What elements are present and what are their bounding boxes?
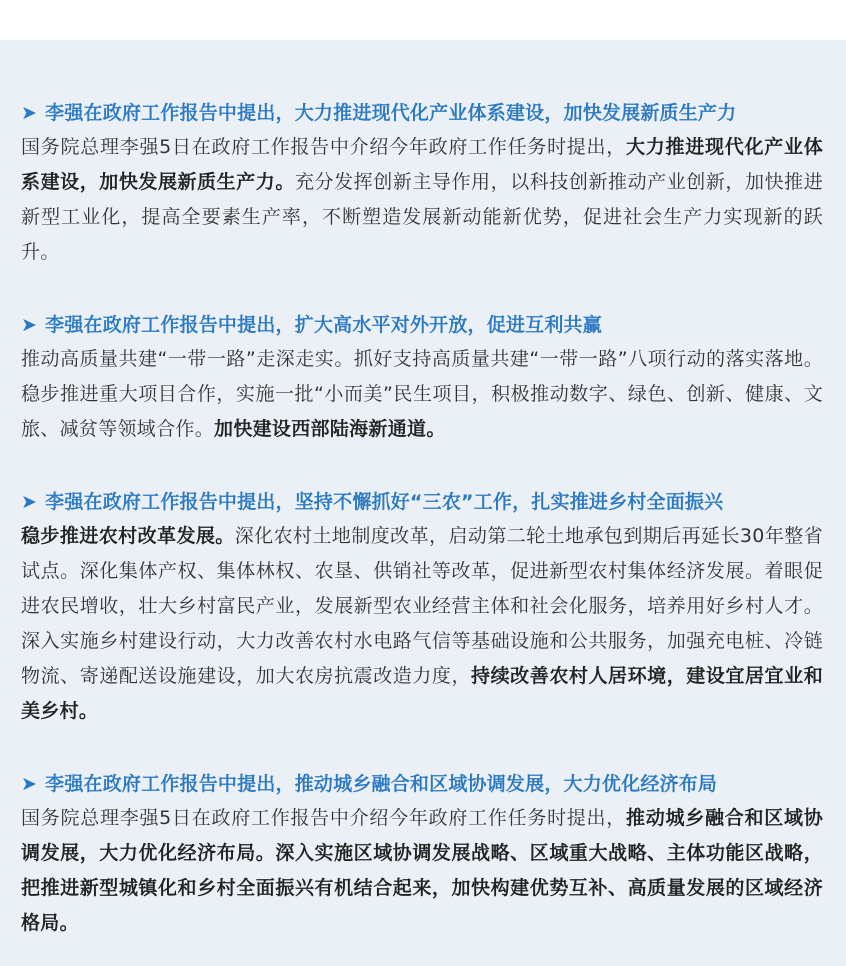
arrow-icon: ➤: [21, 491, 38, 513]
paragraph-text: 充分发挥创新主导作用，以科技创新推动产业创新，加快推进新型工业化，提高全要素生产率，不断塑造发展新动能新优势，促进社会生产力实现新的跃升。: [21, 171, 824, 263]
section-paragraph: [21, 801, 823, 941]
section-heading: [21, 96, 823, 130]
paragraph-emphasis: 稳步推进农村改革发展。: [21, 525, 235, 547]
arrow-icon: ➤: [21, 314, 38, 336]
paragraph-text: 国务院总理李强5日在政府工作报告中介绍今年政府工作任务时提出，: [21, 136, 627, 158]
paragraph-text: 推动高质量共建“一带一路”走深走实。抓好支持高质量共建“一带一路”八项行动的落实落地。稳步推进重大项目合作，实施一批“小而美”民生项目，积极推动数字、绿色、创新、健康、文旅、减贫等领域合作。: [21, 348, 823, 440]
section-paragraph: [21, 519, 823, 729]
heading-text: 李强在政府工作报告中提出，推动城乡融合和区域协调发展，大力优化经济布局: [45, 773, 718, 795]
section-rural: [21, 485, 823, 729]
heading-text: 李强在政府工作报告中提出，扩大高水平对外开放，促进互利共赢: [45, 314, 602, 336]
top-strip: [0, 0, 846, 40]
heading-text: 李强在政府工作报告中提出，坚持不懈抓好“三农”工作，扎实推进乡村全面振兴: [45, 491, 724, 513]
section-paragraph: [21, 342, 823, 447]
paragraph-emphasis: 大力推进现代化产业体系建设，加快发展新质生产力。: [21, 136, 823, 193]
section-regional: [21, 767, 823, 941]
article-panel: [0, 40, 846, 966]
section-opening-up: [21, 308, 823, 447]
section-industry: [21, 96, 823, 270]
section-heading: [21, 485, 823, 519]
paragraph-emphasis: 加快建设西部陆海新通道。: [214, 418, 446, 440]
section-heading: [21, 767, 823, 801]
arrow-icon: ➤: [21, 773, 38, 795]
paragraph-emphasis: 持续改善农村人居环境，建设宜居宜业和美乡村。: [21, 665, 823, 722]
section-paragraph: [21, 130, 823, 270]
paragraph-text: 深化农村土地制度改革，启动第二轮土地承包到期后再延长30年整省试点。深化集体产权、集体林权、农垦、供销社等改革，促进新型农村集体经济发展。着眼促进农民增收，壮大乡村富民产业，发展新型农业经营主体和社会化服务，培养用好乡村人才。深入实施乡村建设行动，大力改善农村水电路气信等基础设施和公共服务，加强充电桩、冷链物流、寄递配送设施建设，加大农房抗震改造力度，: [21, 525, 823, 687]
arrow-icon: ➤: [21, 102, 38, 124]
paragraph-text: 国务院总理李强5日在政府工作报告中介绍今年政府工作任务时提出，: [21, 807, 627, 829]
section-heading: [21, 308, 823, 342]
paragraph-emphasis: 推动城乡融合和区域协调发展，大力优化经济布局。深入实施区域协调发展战略、区域重大战略、主体功能区战略，把推进新型城镇化和乡村全面振兴有机结合起来，加快构建优势互补、高质量发展的区域经济格局。: [21, 807, 823, 934]
heading-text: 李强在政府工作报告中提出，大力推进现代化产业体系建设，加快发展新质生产力: [45, 102, 737, 124]
